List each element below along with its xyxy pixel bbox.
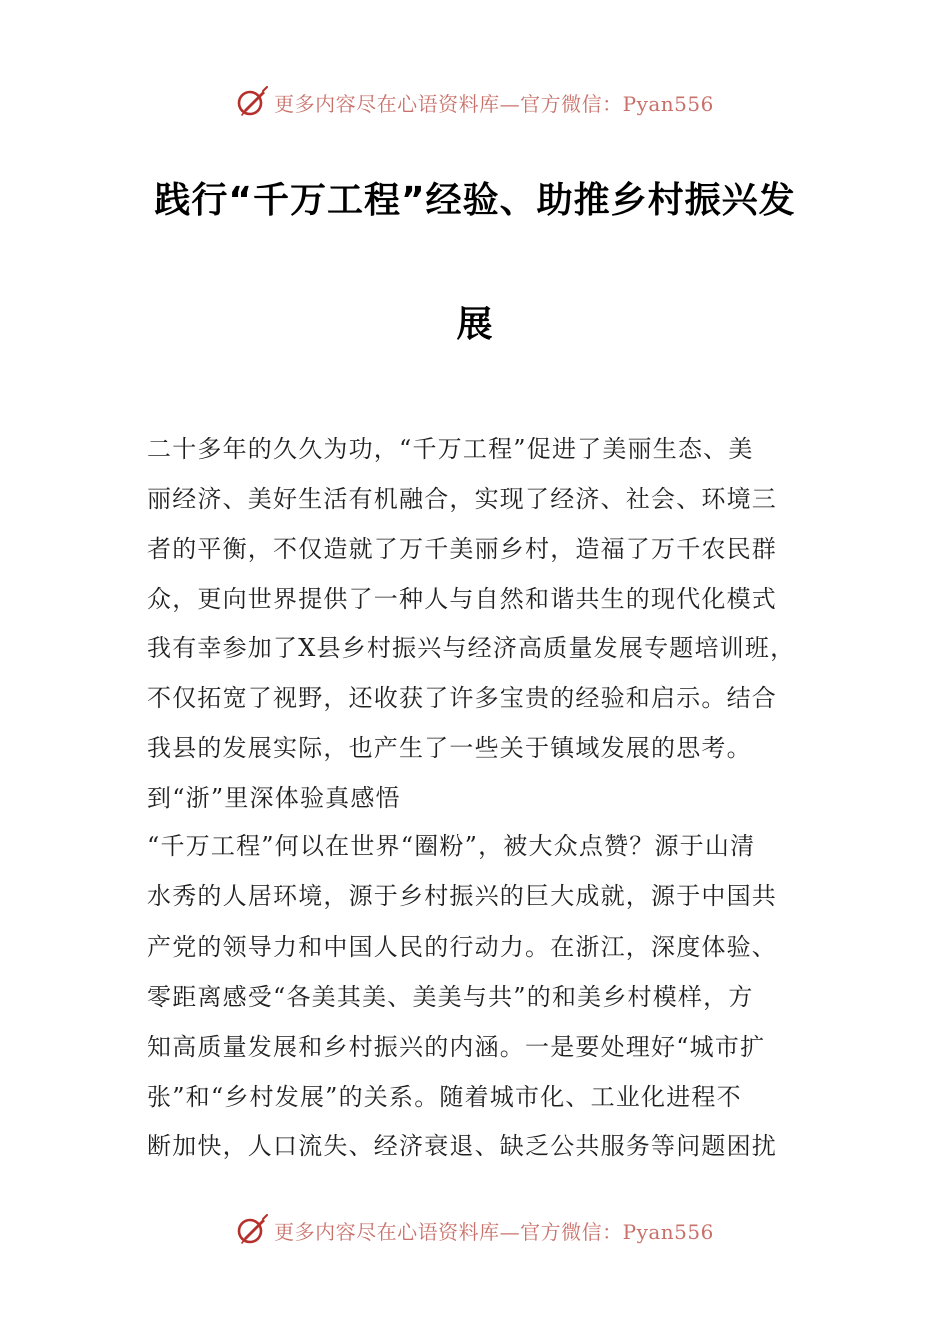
body-line: 众，更向世界提供了一种人与自然和谐共生的现代化模式	[147, 585, 777, 613]
body-line: 丽经济、美好生活有机融合，实现了经济、社会、环境三	[147, 485, 777, 513]
body-line: 二十多年的久久为功，“千万工程”促进了美丽生态、美	[147, 435, 754, 463]
body-line: 零距离感受“各美其美、美美与共”的和美乡村模样，方	[147, 983, 754, 1011]
document-title-line-2: 展	[456, 304, 494, 345]
section-heading: 到“浙”里深体验真感悟	[147, 784, 401, 812]
body-line: 产党的领导力和中国人民的行动力。在浙江，深度体验、	[147, 933, 777, 961]
body-line: 断加快，人口流失、经济衰退、缺乏公共服务等问题困扰	[147, 1132, 777, 1160]
body-line: 张”和“乡村发展”的关系。随着城市化、工业化进程不	[147, 1083, 742, 1111]
body-line: 知高质量发展和乡村振兴的内涵。一是要处理好“城市扩	[147, 1033, 766, 1061]
body-line: 者的平衡，不仅造就了万千美丽乡村，造福了万千农民群	[147, 535, 777, 563]
header-banner	[0, 82, 950, 122]
banner-text: 更多内容尽在心语资料库—官方微信：Pyan556	[274, 91, 714, 116]
body-line: 我有幸参加了X县乡村振兴与经济高质量发展专题培训班，	[147, 634, 796, 662]
body-line: 不仅拓宽了视野，还收获了许多宝贵的经验和启示。结合	[147, 684, 777, 712]
footer-banner	[0, 1210, 950, 1250]
quill-pen-circle-icon	[236, 86, 268, 118]
quill-pen-circle-icon	[236, 1214, 268, 1246]
body-line: 我县的发展实际，也产生了一些关于镇域发展的思考。	[147, 734, 752, 762]
document-title-line-1: 践行“千万工程”经验、助推乡村振兴发	[154, 180, 796, 221]
banner-text: 更多内容尽在心语资料库—官方微信：Pyan556	[274, 1219, 714, 1244]
body-line: “千万工程”何以在世界“圈粉”，被大众点赞？源于山清	[147, 832, 756, 860]
body-line: 水秀的人居环境，源于乡村振兴的巨大成就，源于中国共	[147, 882, 777, 910]
